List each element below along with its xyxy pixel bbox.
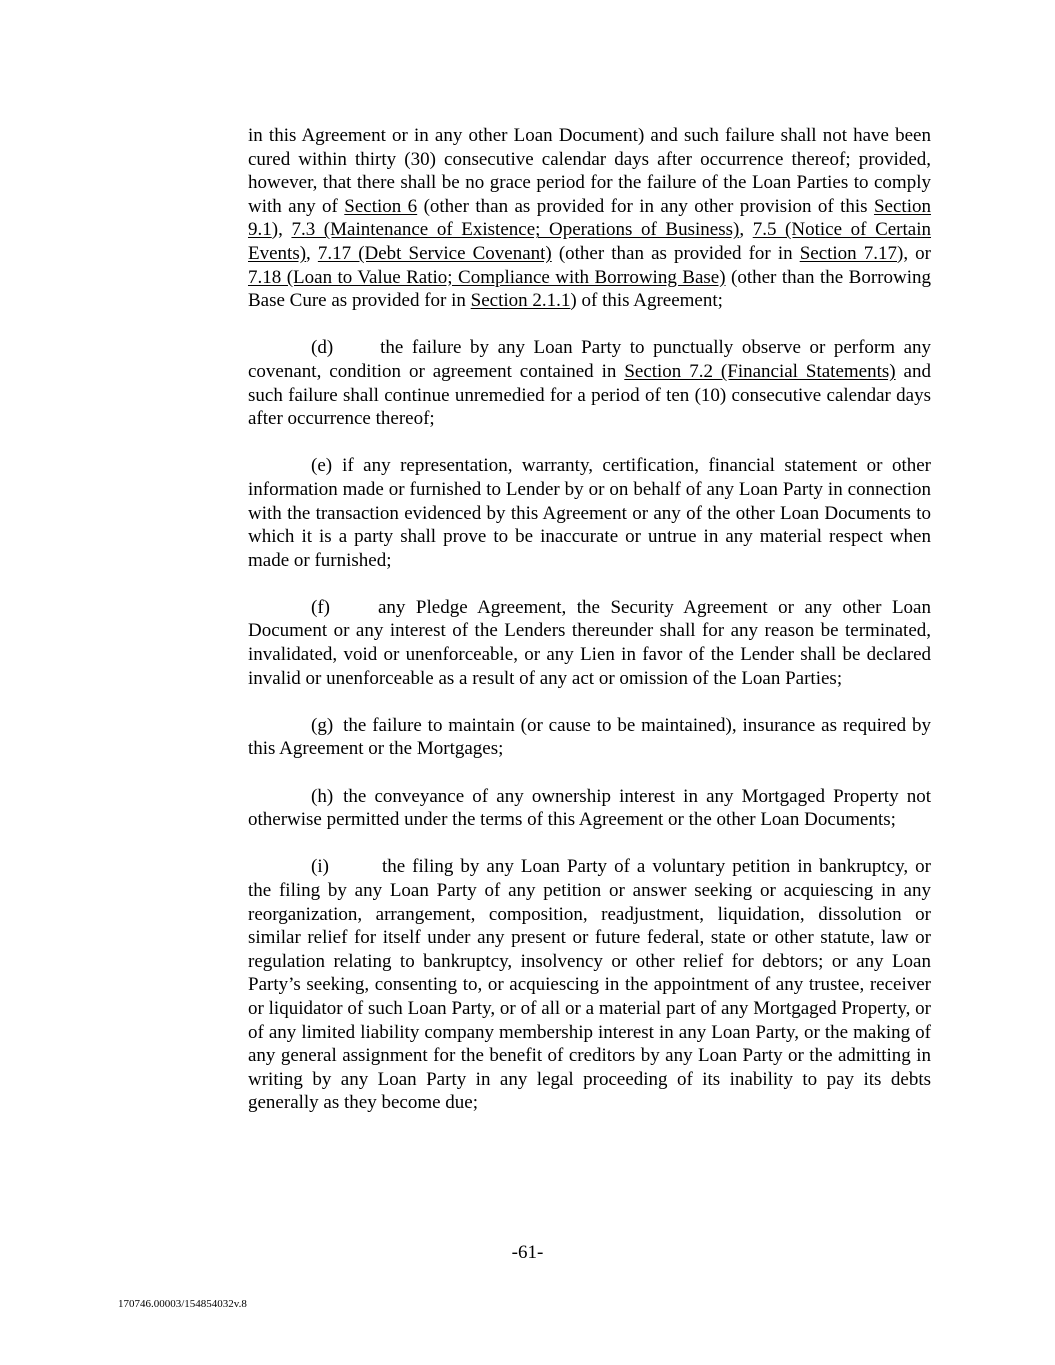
section-reference: 7.5 (Notice of Certain Events) [248, 219, 932, 264]
section-reference: 7.17 (Debt Service Covenant) [317, 242, 552, 264]
paragraph-label: (d) [311, 337, 334, 359]
paragraph-text: ), [271, 219, 292, 241]
paragraph-d [248, 336, 931, 430]
paragraph-g [248, 714, 931, 761]
section-reference: Section 6 [344, 195, 418, 217]
paragraph-label: (e) [311, 455, 333, 477]
section-reference: Section 9.1 [248, 195, 931, 241]
paragraph-e [248, 454, 931, 572]
paragraph-text: any Pledge Agreement, the Security Agreement or any other Loan Document or any interest of the Lenders thereunder shall for any reason be terminated, invalidated, void or unenforceable, or any Lien in favor of the Lender shall be declared invalid or unenforceable as a result of any act or omission of the Loan Parties; [248, 596, 931, 689]
paragraph-text: , [739, 219, 753, 241]
paragraph-text: ), or [897, 242, 931, 264]
section-reference: Section 7.2 (Financial Statements) [624, 360, 896, 382]
section-reference: Section 2.1.1 [470, 290, 571, 312]
paragraph-text: the filing by any Loan Party of a voluntary petition in bankruptcy, or the filing by any Loan Party of any petition or answer seeking or acquiescing in any reorganization, arrangement, composition, readjustment, liquidation, dissolution or similar relief for itself under any present or future federal, state or other statute, law or regulation relating to bankruptcy, insolvency or other relief for debtors; or any Loan Party’s seeking, consenting to, or acquiescing in the appointment of any trustee, receiver or liquidator of such Loan Party, or of all or a material part of any Mortgaged Property, or of any limited liability company membership interest in any Loan Party, or the making of any general assignment for the benefit of creditors by any Loan Party or the admitting in writing by any Loan Party in any legal proceeding of its inability to pay its debts generally as they become due; [248, 856, 931, 1114]
paragraph-f [248, 596, 931, 690]
paragraph-text: the failure to maintain (or cause to be maintained), insurance as required by this Agreement or the Mortgages; [248, 714, 931, 760]
paragraph-h [248, 785, 931, 832]
section-reference: 7.18 (Loan to Value Ratio; Compliance with Borrowing Base) [248, 266, 726, 288]
paragraph-label: (g) [311, 714, 334, 736]
page-number: -61- [511, 1242, 544, 1263]
paragraph-text: (other than as provided for in [551, 242, 800, 264]
paragraph-label: (h) [311, 785, 334, 807]
paragraph-text: ) of this Agreement; [570, 290, 723, 312]
paragraph-text: the failure by any Loan Party to punctually observe or perform any covenant, condition or agreement contained in [248, 337, 931, 382]
paragraph-text: (other than the Borrowing Base Cure as provided for in [248, 266, 931, 312]
paragraph-text: and such failure shall continue unremedied for a period of ten (10) consecutive calendar days after occurrence thereof; [248, 360, 931, 430]
paragraph-text: if any representation, warranty, certification, financial statement or other information made or furnished to Lender by or on behalf of any Loan Party in connection with the transaction evidenced by this Agreement or any of the other Loan Documents to which it is a party shall prove to be inaccurate or untrue in any material respect when made or furnished; [248, 455, 931, 571]
paragraph-label: (i) [311, 856, 329, 878]
paragraph-continuation [248, 124, 931, 313]
document-id: 170746.00003/154854032v.8 [118, 1298, 247, 1310]
section-reference: Section 7.17 [799, 242, 898, 264]
section-reference: 7.3 (Maintenance of Existence; Operations of Business) [291, 219, 740, 241]
paragraph-text: in this Agreement or in any other Loan Document) and such failure shall not have been cured within thirty (30) consecutive calendar days after occurrence thereof; provided, however, that there shall be no grace period for the failure of the Loan Parties to comply with any of [248, 125, 931, 217]
paragraph-text: (other than as provided for in any other provision of this [417, 195, 874, 217]
paragraph-text: the conveyance of any ownership interest in any Mortgaged Property not otherwise permitted under the terms of this Agreement or the other Loan Documents; [248, 785, 931, 831]
paragraph-text: , [306, 242, 318, 264]
document-body [248, 124, 931, 1139]
paragraph-label: (f) [311, 596, 330, 618]
paragraph-i [248, 855, 931, 1115]
